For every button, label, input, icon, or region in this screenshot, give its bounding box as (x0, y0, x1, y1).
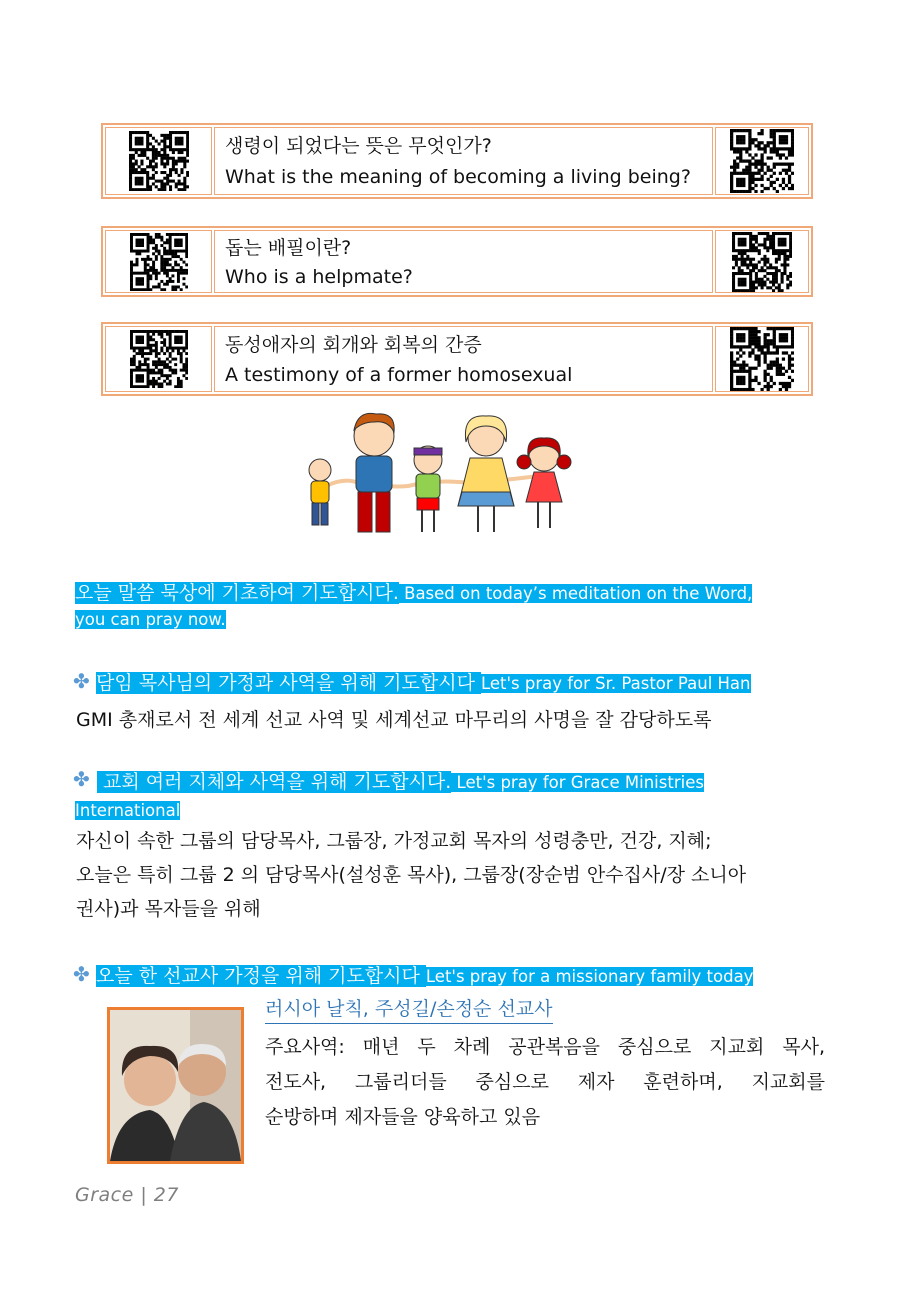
qr-box-2 (101, 226, 813, 297)
qr-title-ko: 생령이 되었다는 뜻은 무엇인가? (225, 135, 492, 157)
clover-icon: ✤ (73, 767, 90, 791)
heading-en: Let's pray for a missionary family today (425, 967, 754, 986)
heading-ko: 오늘 한 선교사 가정을 위해 기도합시다 (96, 965, 426, 987)
heading-ko: 교회 여러 지체와 사역을 위해 기도합시다. (97, 771, 452, 793)
prayer-intro-en: Based on today’s meditation on the Word, (398, 584, 753, 603)
missionary-couple-image (110, 1010, 241, 1161)
body-line: GMI 총재로서 전 세계 선교 사역 및 세계선교 마무리의 사명을 잘 감당하도록 (76, 709, 712, 731)
body-line: 순방하며 제자들을 양육하고 있음 (265, 1106, 541, 1128)
missionary-name-link[interactable]: 러시아 날칙, 주성길/손정순 선교사 (265, 995, 553, 1024)
qr-code-right[interactable] (715, 127, 809, 195)
qr-title-en: A testimony of a former homosexual (225, 364, 573, 386)
prayer-intro-en-2: you can pray now. (75, 610, 226, 629)
qr-title-ko: 돕는 배필이란? (225, 237, 352, 259)
page-footer: Grace | 27 (75, 1184, 179, 1206)
body-line: 자신이 속한 그룹의 담당목사, 그룹장, 가정교회 목자의 성령충만, 건강, 지혜; (76, 830, 712, 852)
clover-icon: ✤ (73, 962, 90, 986)
body-line: 권사)과 목자들을 위해 (76, 898, 261, 920)
qr-code-left[interactable] (105, 127, 212, 195)
family-illustration (298, 408, 588, 540)
body-line: 오늘은 특히 그룹 2 의 담당목사(설성훈 목사), 그룹장(장순범 안수집사/장 소니아 (76, 864, 747, 886)
qr-title-ko: 동성애자의 회개와 회복의 간증 (225, 334, 482, 356)
qr-text (214, 127, 713, 195)
body-line: 주요사역: 매년 두 차례 공관복음을 중심으로 지교회 목사, (265, 1036, 825, 1058)
section-heading-church (75, 768, 825, 825)
qr-code-left[interactable] (105, 326, 212, 392)
heading-en-2: International (75, 801, 181, 820)
heading-en: Let's pray for Sr. Pastor Paul Han (480, 674, 751, 693)
qr-code-icon (730, 327, 794, 391)
prayer-intro-ko: 오늘 말씀 묵상에 기초하여 기도합시다. (75, 582, 399, 604)
qr-code-icon (129, 131, 189, 191)
missionary-photo (107, 1007, 244, 1164)
qr-box-1 (101, 123, 813, 199)
heading-en: Let's pray for Grace Ministries (451, 773, 704, 792)
section-heading-pastor (96, 671, 751, 696)
qr-text (214, 230, 713, 293)
qr-code-icon (130, 330, 188, 388)
body-line: 전도사, 그룹리더들 중심으로 제자 훈련하며, 지교회를 (265, 1071, 825, 1093)
qr-code-right[interactable] (715, 230, 809, 293)
qr-code-left[interactable] (105, 230, 212, 293)
qr-code-icon (130, 233, 188, 291)
prayer-intro (75, 580, 825, 633)
qr-code-icon (732, 232, 792, 292)
qr-title-en: What is the meaning of becoming a living being? (225, 166, 691, 188)
qr-code-right[interactable] (715, 326, 809, 392)
qr-code-icon (730, 129, 794, 193)
qr-text (214, 326, 713, 392)
section-body-church (76, 824, 746, 926)
section-body-pastor (76, 703, 711, 737)
heading-ko: 담임 목사님의 가정과 사역을 위해 기도합시다 (96, 672, 481, 694)
qr-box-3 (101, 322, 813, 396)
clover-icon: ✤ (73, 669, 90, 693)
qr-title-en: Who is a helpmate? (225, 266, 413, 288)
missionary-ministry (265, 1030, 825, 1135)
section-heading-missionary (96, 964, 753, 989)
